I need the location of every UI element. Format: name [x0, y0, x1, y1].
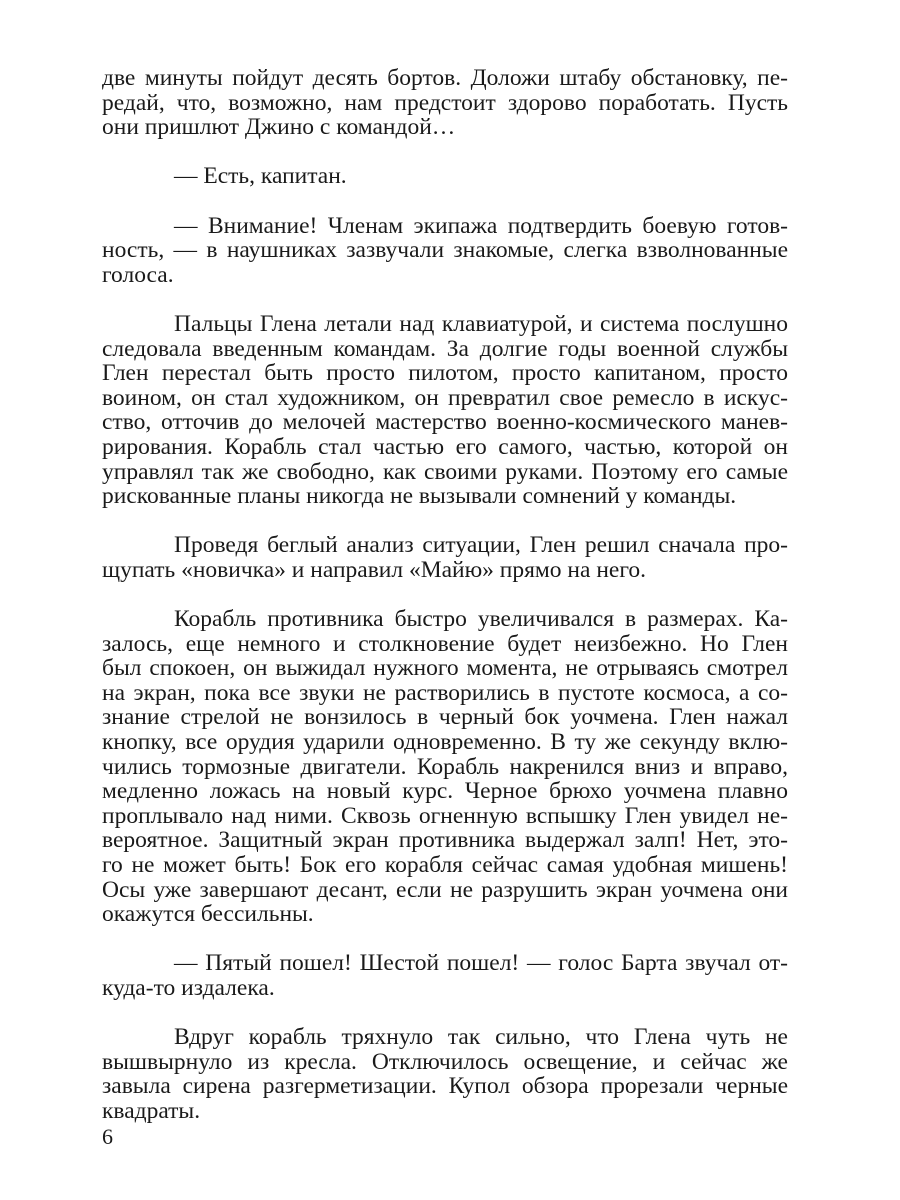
text-line: медленно ложась на новый курс. Черное брюхо уочмена плавно	[102, 778, 788, 805]
paragraph-7	[102, 951, 788, 1000]
text-line: Корабль противника быстро увеличивался в размерах. Ка-	[174, 606, 788, 633]
text-line: знание стрелой не вонзилось в черный бок уочмена. Глен нажал	[102, 704, 788, 731]
text-line: го не может быть! Бок его корабля сейчас самая удобная мишень!	[102, 852, 788, 878]
text-line: Вдруг корабль тряхнуло так сильно, что Глена чуть не	[174, 1024, 788, 1051]
text-line: залось, еще немного и столкновение будет неизбежно. Но Глен	[102, 630, 788, 657]
text-line: Глен перестал быть просто пилотом, просто капитаном, просто	[102, 360, 788, 387]
text-line: ность, — в наушниках зазвучали знакомые, слегка взволнованные	[102, 237, 788, 264]
text-line: они пришлют Джино с командой…	[102, 114, 456, 141]
text-line: — Есть, капитан.	[174, 163, 347, 190]
paragraph-2	[102, 164, 788, 189]
text-line: редай, что, возможно, нам предстоит здорово поработать. Пусть	[102, 89, 788, 116]
page-number: 6	[102, 1124, 113, 1149]
text-line: две минуты пойдут десять бортов. Доложи штабу обстановку, пе-	[102, 65, 788, 91]
text-line: окажутся бессильны.	[102, 901, 314, 928]
text-line: Проведя беглый анализ ситуации, Глен решил сначала про-	[174, 532, 788, 559]
text-line: куда-то издалека.	[102, 974, 275, 1001]
text-line: квадраты.	[102, 1097, 201, 1124]
paragraph-4	[102, 312, 788, 509]
text-line: вышвырнуло из кресла. Отключилось освещение, и сейчас же	[102, 1048, 788, 1075]
text-line: чились тормозные двигатели. Корабль накренился вниз и вправо,	[102, 753, 788, 780]
text-line: рирования. Корабль стал частью его самого, частью, которой он	[102, 433, 788, 460]
text-line: проплывало над ними. Сквозь огненную вспышку Глен увидел не-	[102, 802, 788, 829]
text-line: голоса.	[102, 261, 174, 288]
text-line: управлял так же свободно, как своими руками. Поэтому его самые	[102, 458, 788, 485]
text-line: щупать «новичка» и направил «Майю» прямо на него.	[102, 556, 646, 583]
paragraph-8	[102, 1025, 788, 1123]
text-line: воином, он стал художником, он превратил свое ремесло в искус-	[102, 384, 788, 411]
text-line: вероятное. Защитный экран противника выдержал залп! Нет, это-	[102, 827, 788, 854]
paragraph-1	[102, 66, 788, 140]
text-line: Пальцы Глена летали над клавиатурой, и система послушно	[174, 310, 788, 337]
page-body	[102, 66, 788, 1148]
text-line: кнопку, все орудия ударили одновременно. В ту же секунду вклю-	[102, 729, 788, 756]
text-line: был спокоен, он выжидал нужного момента, не отрываясь смотрел	[102, 655, 788, 682]
text-line: Осы уже завершают десант, если не разрушить экран уочмена они	[102, 876, 788, 903]
text-line: завыла сирена разгерметизации. Купол обзора прорезали черные	[102, 1073, 788, 1100]
paragraph-3	[102, 214, 788, 288]
text-line: следовала введенным командам. За долгие годы военной службы	[102, 335, 788, 362]
text-line: — Внимание! Членам экипажа подтвердить боевую готов-	[174, 212, 788, 239]
paragraph-5	[102, 533, 788, 582]
text-line: — Пятый пошел! Шестой пошел! — голос Барта звучал от-	[174, 950, 788, 977]
text-line: ство, отточив до мелочей мастерство военно-космического манев-	[102, 409, 788, 436]
text-line: рискованные планы никогда не вызывали сомнений у команды.	[102, 483, 737, 510]
text-line: на экран, пока все звуки не растворились в пустоте космоса, а со-	[102, 679, 788, 706]
paragraph-6	[102, 607, 788, 927]
